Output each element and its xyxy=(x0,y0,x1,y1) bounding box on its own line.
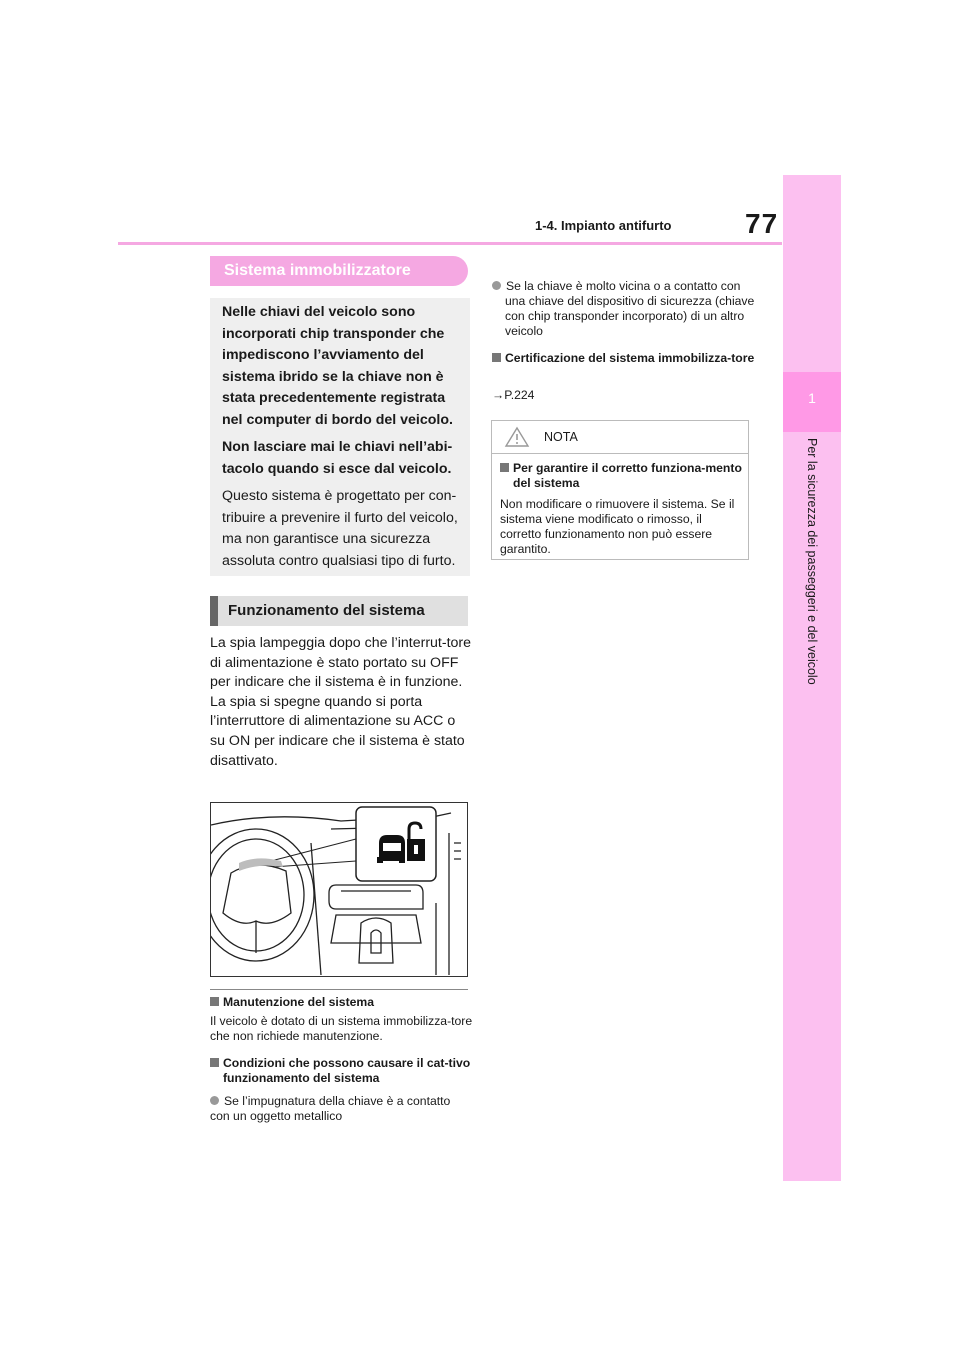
maintenance-title-text: Manutenzione del sistema xyxy=(223,995,375,1009)
maintenance-title xyxy=(210,995,472,1010)
certification-ref[interactable]: →P.224 xyxy=(492,388,535,402)
intro-bold-1: Nelle chiavi del veicolo sono incorporati chip transponder che impediscono l’avviamento del sistema ibrido se la chiave non è stata precedentemente registrata nel computer di bordo del veicolo. xyxy=(222,304,453,428)
condition-bullet-2 xyxy=(492,279,763,339)
nota-label: NOTA xyxy=(544,430,578,444)
nota-text: Non modificare o rimuovere il sistema. Se il sistema viene modificato o rimosso, il corretto funzionamento non può essere garantito. xyxy=(500,497,735,556)
header-divider xyxy=(118,242,782,245)
operation-para-2: La spia si spegne quando si porta l’interruttore di alimentazione su ACC o su ON per indicare che il sistema è stato disattivato. xyxy=(210,693,465,769)
operation-para-1: La spia lampeggia dopo che l’interrut-tore di alimentazione è stato portato su OFF per indicare che il sistema è in funzione. xyxy=(210,635,472,691)
square-bullet-icon xyxy=(210,997,219,1006)
certification-title xyxy=(492,351,763,366)
maintenance-text: Il veicolo è dotato di un sistema immobilizza-tore che non richiede manutenzione. xyxy=(210,1014,473,1043)
section-reference: 1-4. Impianto antifurto xyxy=(535,218,672,233)
nota-title xyxy=(500,461,753,491)
round-bullet-icon xyxy=(492,281,501,290)
conditions-title xyxy=(210,1056,485,1086)
intro-bold-2: Non lasciare mai le chiavi nell’abi-tacolo quando si esce dal veicolo. xyxy=(222,439,453,477)
page-number: 77 xyxy=(745,208,779,239)
nota-header xyxy=(492,421,748,454)
warning-icon xyxy=(504,426,530,448)
intro-box xyxy=(210,298,470,576)
operation-heading: Funzionamento del sistema xyxy=(210,596,468,626)
chapter-title-text: Per la sicurezza dei passeggeri e del veicolo xyxy=(805,438,819,685)
chapter-number: 1 xyxy=(808,390,816,406)
condition-bullet-1 xyxy=(210,1094,472,1124)
figure-divider xyxy=(210,989,468,990)
square-bullet-icon xyxy=(492,353,501,362)
immobilizer-heading: Sistema immobilizzatore xyxy=(210,256,468,286)
intro-normal: Questo sistema è progettato per con-tribuire a prevenire il furto del veicolo, ma non garantisce una sicurezza assoluta contro qualsiasi tipo di furto. xyxy=(222,488,458,569)
condition-bullet-1-text: Se l’impugnatura della chiave è a contatto con un oggetto metallico xyxy=(210,1094,451,1123)
round-bullet-icon xyxy=(210,1096,219,1105)
condition-bullet-2-text: Se la chiave è molto vicina o a contatto con una chiave del dispositivo di sicurezza (chiave con chip transponder incorporato) di un altro veicolo xyxy=(505,279,755,338)
dashboard-drawing xyxy=(211,803,467,976)
dashboard-illustration xyxy=(210,802,468,977)
chapter-title-vertical xyxy=(805,438,821,708)
operation-body xyxy=(210,634,472,771)
square-bullet-icon xyxy=(500,463,509,472)
square-bullet-icon xyxy=(210,1058,219,1067)
nota-box xyxy=(491,420,749,560)
certification-title-text: Certificazione del sistema immobilizza-tore xyxy=(505,351,755,365)
nota-title-text: Per garantire il corretto funziona-mento del sistema xyxy=(513,461,742,490)
conditions-title-text: Condizioni che possono causare il cat-tivo funzionamento del sistema xyxy=(223,1056,471,1085)
